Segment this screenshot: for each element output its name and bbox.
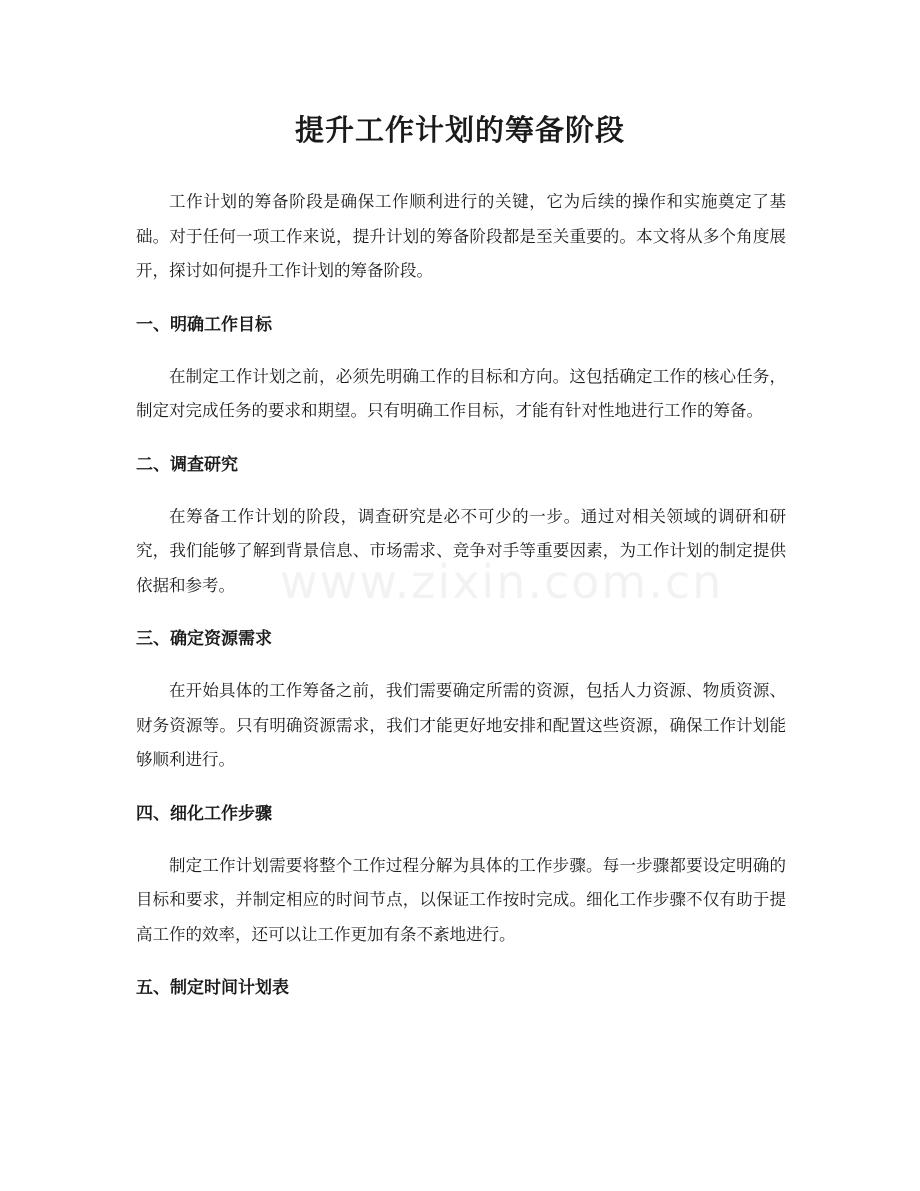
section-heading: 五、制定时间计划表 — [136, 978, 289, 998]
section-paragraph: 制定工作计划需要将整个工作过程分解为具体的工作步骤。每一步骤都要设定明确的目标和要求，并制定相应的时间节点，以保证工作按时完成。细化工作步骤不仅有助于提高工作的效率，还可以让工作更加有条不紊地进行。 — [136, 855, 786, 944]
section-heading: 二、调查研究 — [136, 454, 238, 475]
section-paragraph: 在制定工作计划之前，必须先明确工作的目标和方向。这包括确定工作的核心任务，制定对完成任务的要求和期望。只有明确工作目标，才能有针对性地进行工作的筹备。 — [136, 366, 786, 420]
section-heading: 四、细化工作步骤 — [136, 803, 272, 824]
section-4 — [136, 797, 786, 953]
section-heading: 三、确定资源需求 — [136, 629, 272, 649]
document-title: 提升工作计划的筹备阶段 — [294, 113, 625, 147]
section-heading: 一、明确工作目标 — [136, 314, 272, 335]
section-2 — [136, 448, 786, 604]
section-1 — [136, 308, 786, 429]
intro-paragraph: 工作计划的筹备阶段是确保工作顺利进行的关键，它为后续的操作和实施奠定了基础。对于任何一项工作来说，提升计划的筹备阶段都是至关重要的。本文将从多个角度展开，探讨如何提升工作计划的筹备阶段。 — [136, 192, 786, 280]
section-paragraph: 在开始具体的工作筹备之前，我们需要确定所需的资源，包括人力资源、物质资源、财务资源等。只有明确资源需求，我们才能更好地安排和配置这些资源，确保工作计划能够顺利进行。 — [136, 681, 786, 769]
section-paragraph: 在筹备工作计划的阶段，调查研究是必不可少的一步。通过对相关领域的调研和研究，我们能够了解到背景信息、市场需求、竞争对手等重要因素，为工作计划的制定提供依据和参考。 — [136, 506, 786, 595]
section-3 — [136, 622, 786, 778]
document-body — [136, 185, 786, 1005]
watermark: www.zixin.com.cn — [280, 555, 724, 609]
section-5 — [136, 971, 786, 1005]
